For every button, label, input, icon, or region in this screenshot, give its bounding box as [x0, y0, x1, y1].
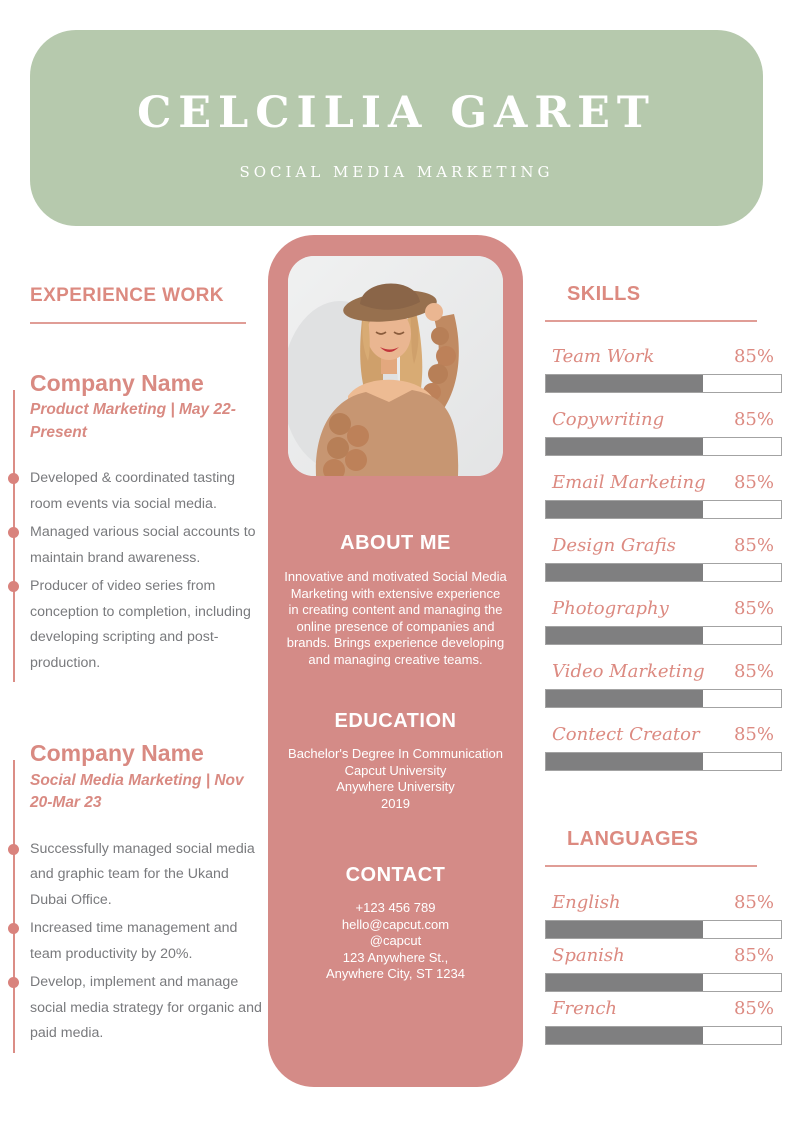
education-line: Anywhere University	[336, 779, 455, 794]
skill-bar-fill	[546, 501, 703, 518]
language-label: Spanish	[552, 945, 625, 966]
bullet-text: Develop, implement and manage social media strategy for organic and paid media.	[30, 974, 262, 1042]
timeline-line	[13, 760, 15, 1052]
skill-label: Video Marketing	[552, 661, 705, 682]
contact-lines	[268, 900, 523, 983]
job-entry-2	[30, 740, 266, 1046]
about-text: Innovative and motivated Social Media Marketing with extensive experience in creating content and managing the online presence of companies and brands. Brings experience developing and managing creative teams.	[284, 569, 507, 667]
timeline-dot-icon	[8, 473, 19, 484]
language-label: French	[552, 998, 618, 1019]
contact-heading: CONTACT	[345, 864, 446, 886]
bullet-item	[30, 916, 266, 967]
about-heading: ABOUT ME	[340, 532, 451, 554]
language-bar-fill	[546, 1027, 703, 1044]
experience-divider	[30, 322, 246, 324]
profile-panel	[268, 235, 523, 1087]
skill-value: 85%	[733, 661, 774, 682]
skill-value: 85%	[733, 598, 774, 619]
bullet-item	[30, 970, 266, 1047]
languages-divider	[545, 865, 757, 867]
language-row	[545, 892, 782, 939]
skill-value: 85%	[733, 472, 774, 493]
skill-value: 85%	[733, 409, 774, 430]
experience-heading: EXPERIENCE WORK	[30, 285, 224, 306]
languages-heading: LANGUAGES	[567, 828, 699, 850]
contact-address-1: 123 Anywhere St.,	[342, 949, 449, 965]
experience-section	[30, 285, 266, 1050]
skill-row	[545, 346, 782, 393]
contact-handle: @capcut	[369, 933, 422, 948]
language-value: 85%	[733, 998, 774, 1019]
education-line: 2019	[381, 795, 410, 811]
skill-bar	[545, 626, 782, 645]
skill-label: Contect Creator	[552, 724, 700, 745]
skill-row	[545, 535, 782, 582]
language-bar-fill	[546, 921, 703, 938]
header-banner	[30, 30, 763, 226]
job-entry-1	[30, 370, 266, 676]
skill-row	[545, 724, 782, 771]
bullet-item	[30, 837, 266, 914]
skill-bar	[545, 689, 782, 708]
timeline-dot-icon	[8, 977, 19, 988]
skill-bar-fill	[546, 438, 703, 455]
timeline-dot-icon	[8, 527, 19, 538]
skill-value: 85%	[733, 724, 774, 745]
bullet-item	[30, 466, 266, 517]
language-label: English	[552, 892, 621, 913]
job-meta: Product Marketing | May 22-Present	[30, 401, 236, 441]
language-value: 85%	[733, 892, 774, 913]
skill-bar-fill	[546, 690, 703, 707]
skill-label: Copywriting	[552, 409, 665, 430]
skill-bar-fill	[546, 627, 703, 644]
job-bullet-list	[30, 466, 266, 676]
skill-row	[545, 409, 782, 456]
bullet-item	[30, 520, 266, 571]
skill-row	[545, 661, 782, 708]
skill-bar	[545, 437, 782, 456]
skill-label: Photography	[552, 598, 669, 619]
skills-section	[545, 283, 782, 1051]
skill-bar	[545, 563, 782, 582]
skills-divider	[545, 320, 757, 322]
language-bar	[545, 973, 782, 992]
bullet-text: Successfully managed social media and graphic team for the Ukand Dubai Office.	[30, 840, 255, 908]
skill-label: Email Marketing	[552, 472, 706, 493]
contact-address-2: Anywhere City, ST 1234	[326, 966, 465, 981]
bullet-text: Developed & coordinated tasting room events via social media.	[30, 470, 236, 512]
person-title: SOCIAL MEDIA MARKETING	[239, 163, 554, 182]
bullet-text: Increased time management and team productivity by 20%.	[30, 920, 238, 962]
languages-list	[545, 892, 782, 1045]
language-value: 85%	[733, 945, 774, 966]
language-bar	[545, 920, 782, 939]
education-line: Bachelor's Degree In Communication	[288, 746, 503, 761]
skill-bar-fill	[546, 375, 703, 392]
portrait-photo	[288, 256, 503, 476]
language-bar-fill	[546, 974, 703, 991]
skill-row	[545, 598, 782, 645]
skill-bar	[545, 500, 782, 519]
skill-value: 85%	[733, 346, 774, 367]
company-name: Company Name	[30, 369, 204, 396]
company-name: Company Name	[30, 740, 204, 767]
bullet-text: Managed various social accounts to maintain brand awareness.	[30, 524, 256, 566]
skill-row	[545, 472, 782, 519]
job-meta: Social Media Marketing | Nov 20-Mar 23	[30, 771, 244, 812]
skill-bar-fill	[546, 753, 703, 770]
timeline-dot-icon	[8, 844, 19, 855]
skill-label: Team Work	[552, 346, 655, 367]
skill-bar-fill	[546, 564, 703, 581]
skill-bar	[545, 752, 782, 771]
contact-phone: +123 456 789	[355, 900, 436, 915]
language-row	[545, 998, 782, 1045]
language-bar	[545, 1026, 782, 1045]
education-lines	[268, 746, 523, 812]
person-name: CELCILIA GARET	[137, 88, 656, 138]
skill-value: 85%	[733, 535, 774, 556]
timeline-dot-icon	[8, 581, 19, 592]
timeline-dot-icon	[8, 923, 19, 934]
bullet-text: Producer of video series from conception to completion, including developing scripting and post-production.	[30, 578, 251, 671]
contact-email: hello@capcut.com	[341, 916, 450, 932]
education-heading: EDUCATION	[334, 710, 457, 732]
skill-label: Design Grafis	[552, 535, 676, 556]
job-bullet-list	[30, 837, 266, 1047]
education-line: Capcut University	[344, 762, 447, 778]
bullet-item	[30, 574, 266, 676]
skills-list	[545, 346, 782, 771]
skills-heading: SKILLS	[567, 283, 641, 305]
skill-bar	[545, 374, 782, 393]
language-row	[545, 945, 782, 992]
